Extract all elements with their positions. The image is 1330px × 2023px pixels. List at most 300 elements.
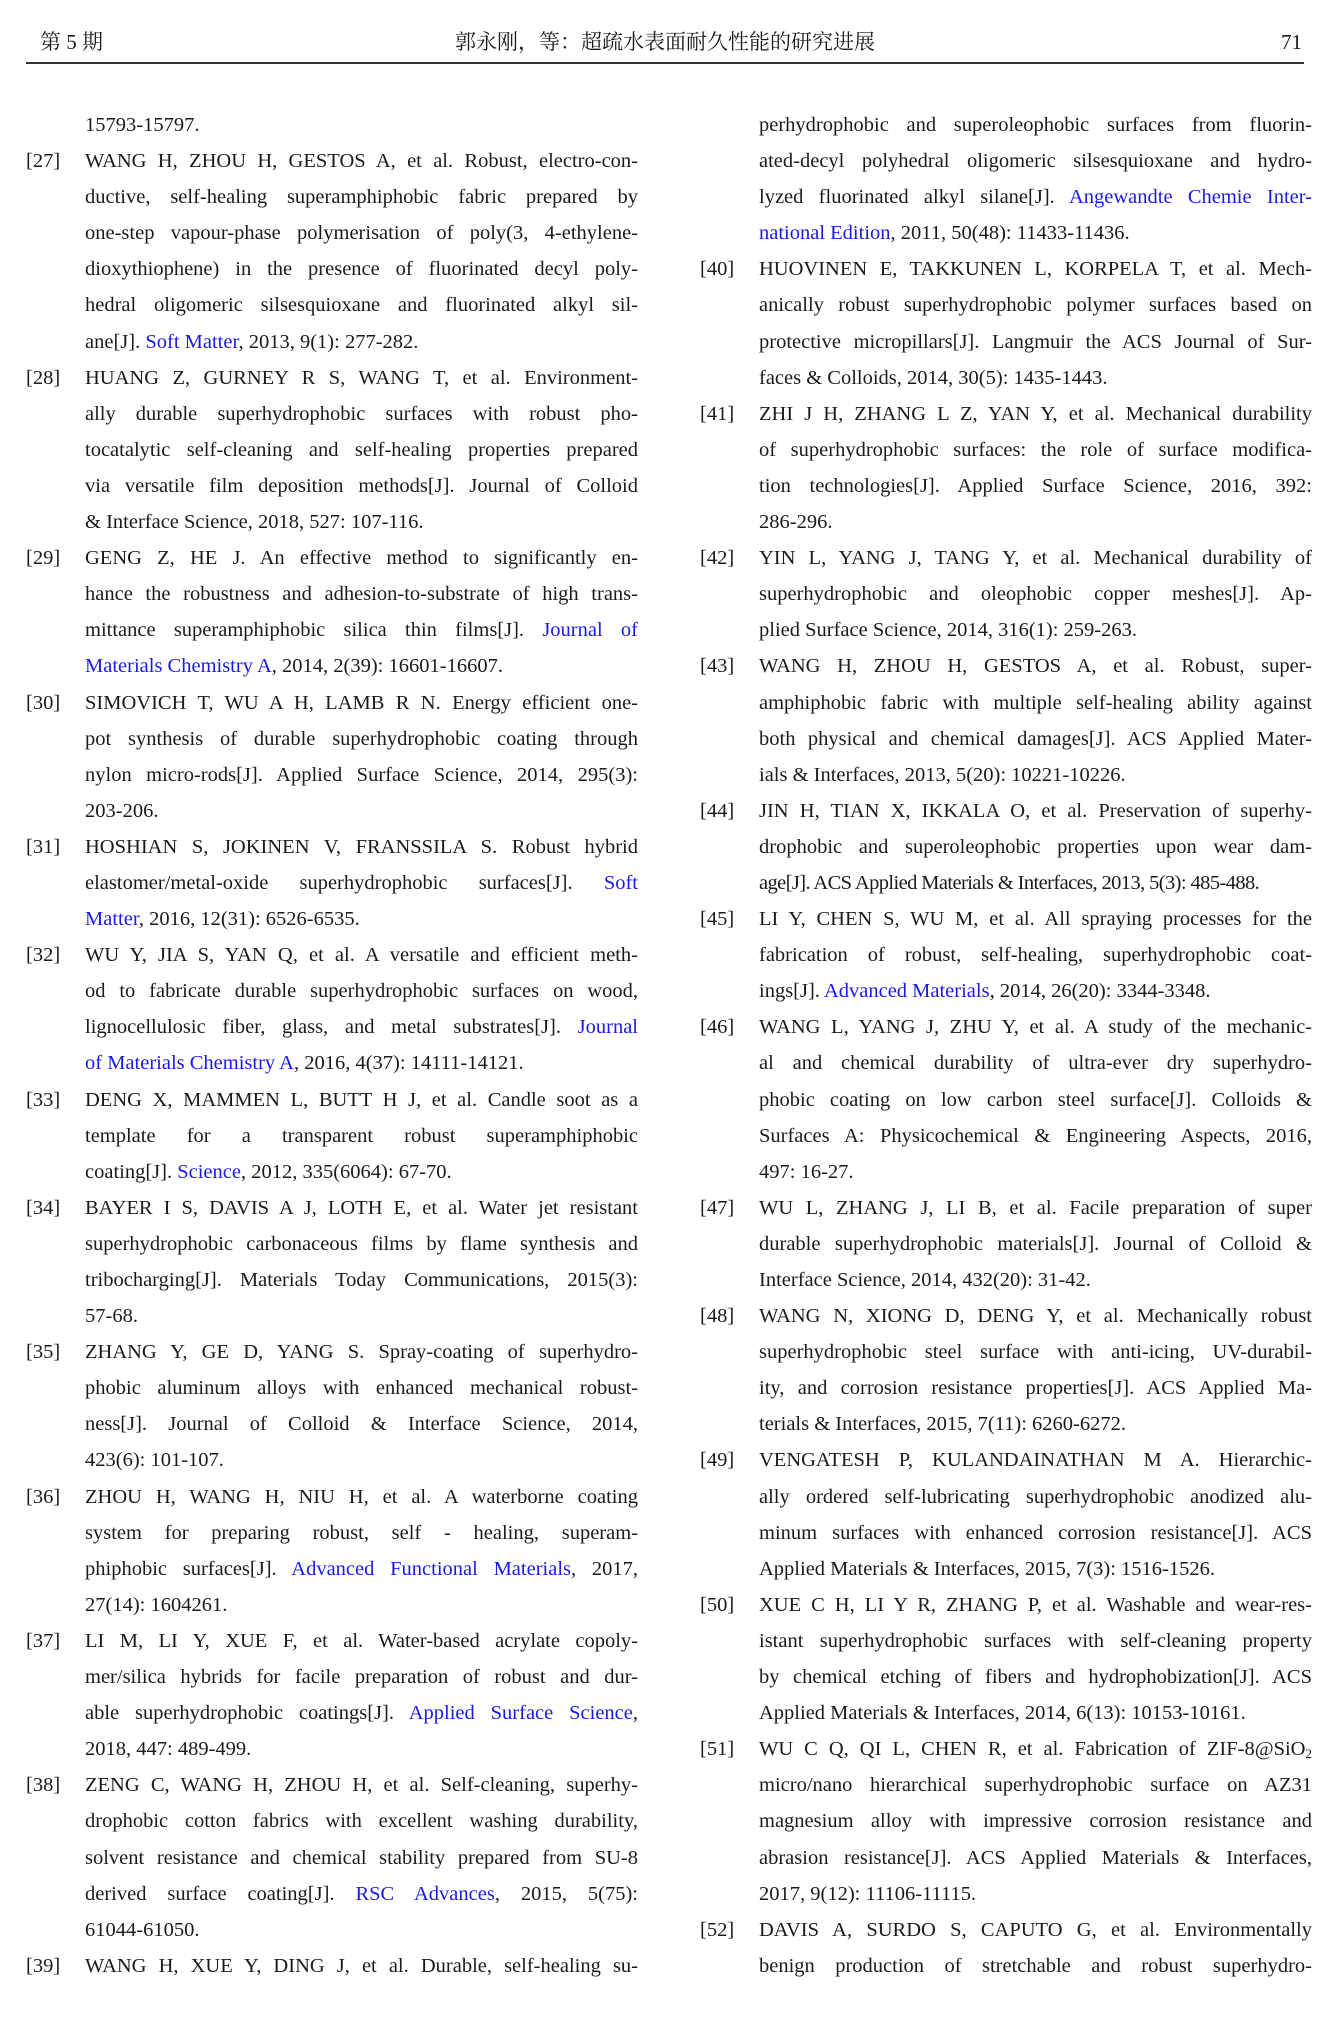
reference-text xyxy=(85,865,638,901)
reference-line xyxy=(26,612,636,648)
reference-line xyxy=(700,612,1310,648)
text-run: ZHOU H, WANG H, NIU H, et al. A waterborne coating xyxy=(85,1485,638,1508)
reference-text xyxy=(759,1190,1312,1226)
reference-text xyxy=(85,1154,638,1190)
subscript: 2 xyxy=(1305,1746,1312,1762)
journal-link[interactable]: RSC Advances xyxy=(355,1882,495,1905)
reference-line xyxy=(700,107,1310,143)
reference-text xyxy=(85,1695,638,1731)
text-run: 61044-61050. xyxy=(85,1918,200,1941)
reference-text xyxy=(85,1767,638,1803)
reference-number: [41] xyxy=(700,402,735,425)
reference-line xyxy=(26,648,636,684)
reference-text xyxy=(759,648,1312,684)
reference-text xyxy=(85,504,638,540)
reference-number: [31] xyxy=(26,835,61,858)
reference-line xyxy=(700,1876,1310,1912)
reference-text xyxy=(85,1587,638,1623)
text-run: , 2016, 12(31): 6526-6535. xyxy=(138,908,360,931)
reference-line xyxy=(700,937,1310,973)
reference-line xyxy=(26,1334,636,1370)
reference-line xyxy=(700,1695,1310,1731)
text-run: plied Surface Science, 2014, 316(1): 259-263. xyxy=(759,619,1138,642)
text-run: ZHANG Y, GE D, YANG S. Spray-coating of superhydro- xyxy=(85,1341,638,1364)
reference-number: [30] xyxy=(26,691,61,714)
reference-line xyxy=(26,1045,636,1081)
reference-text xyxy=(759,1442,1312,1478)
text-run: , xyxy=(632,1702,638,1725)
reference-line xyxy=(26,1623,636,1659)
text-run: durable superhydrophobic materials[J]. Journal of Colloid & xyxy=(759,1232,1312,1255)
reference-text xyxy=(759,468,1312,504)
reference-text xyxy=(759,324,1312,360)
reference-number: [38] xyxy=(26,1774,61,1797)
text-run: WU C Q, QI L, CHEN R, et al. Fabrication of ZIF-8@SiO xyxy=(759,1738,1306,1761)
text-run: magnesium alloy with impressive corrosion resistance and xyxy=(759,1810,1312,1833)
reference-line xyxy=(26,1659,636,1695)
text-run: protective micropillars[J]. Langmuir the ACS Journal of Sur- xyxy=(759,330,1312,353)
text-run: ally ordered self-lubricating superhydrophobic anodized alu- xyxy=(759,1485,1312,1508)
reference-number: [46] xyxy=(700,1016,735,1039)
text-run: , 2016, 4(37): 14111-14121. xyxy=(293,1052,524,1075)
reference-text xyxy=(759,107,1312,143)
reference-line xyxy=(26,1515,636,1551)
text-run: 57-68. xyxy=(85,1305,138,1328)
reference-number: [47] xyxy=(700,1196,735,1219)
reference-line xyxy=(26,1298,636,1334)
text-run: hedral oligomeric silsesquioxane and fluorinated alkyl sil- xyxy=(85,294,638,317)
reference-number: [37] xyxy=(26,1629,61,1652)
text-run: tocatalytic self-cleaning and self-healing properties prepared xyxy=(85,438,638,461)
reference-text xyxy=(759,1479,1312,1515)
reference-line xyxy=(26,973,636,1009)
reference-text xyxy=(759,1767,1312,1803)
text-run: 2018, 447: 489-499. xyxy=(85,1738,252,1761)
text-run: via versatile film deposition methods[J]. Journal of Colloid xyxy=(85,474,638,497)
reference-number: [32] xyxy=(26,944,61,967)
journal-link[interactable]: Journal xyxy=(577,1016,638,1039)
reference-text xyxy=(759,287,1312,323)
reference-line xyxy=(700,540,1310,576)
reference-text xyxy=(85,1406,638,1442)
reference-line xyxy=(700,1009,1310,1045)
text-run: 286-296. xyxy=(759,511,833,534)
text-run: pot synthesis of durable superhydrophobic coating through xyxy=(85,727,638,750)
reference-number: [49] xyxy=(700,1449,735,1472)
reference-line xyxy=(26,1767,636,1803)
reference-text xyxy=(85,1298,638,1334)
reference-text xyxy=(759,396,1312,432)
reference-line xyxy=(700,215,1310,251)
text-run: perhydrophobic and superoleophobic surfaces from fluorin- xyxy=(759,114,1312,136)
reference-number: [42] xyxy=(700,547,735,570)
text-run: both physical and chemical damages[J]. ACS Applied Mater- xyxy=(759,727,1312,750)
reference-line xyxy=(26,1551,639,1587)
reference-line xyxy=(700,648,1310,684)
reference-line xyxy=(700,757,1310,793)
reference-text xyxy=(759,1406,1312,1442)
reference-text xyxy=(85,1659,638,1695)
text-run: WANG N, XIONG D, DENG Y, et al. Mechanically robust xyxy=(759,1305,1312,1328)
reference-line xyxy=(26,1731,636,1767)
reference-text xyxy=(85,1803,638,1839)
reference-line xyxy=(700,468,1310,504)
journal-link[interactable]: Materials Chemistry A xyxy=(85,655,272,678)
reference-text xyxy=(85,1082,638,1118)
reference-line xyxy=(26,1009,636,1045)
reference-text xyxy=(85,1948,638,1984)
reference-text xyxy=(759,1587,1312,1623)
text-run: hance the robustness and adhesion-to-substrate of high trans- xyxy=(85,583,638,606)
text-run: phiphobic surfaces[J]. xyxy=(85,1557,292,1580)
reference-line xyxy=(700,1948,1310,1984)
reference-text xyxy=(759,1045,1312,1081)
text-run: benign production of stretchable and robust superhydro- xyxy=(759,1954,1312,1977)
reference-text xyxy=(85,937,638,973)
reference-line xyxy=(700,721,1310,757)
journal-link[interactable]: Advanced Materials xyxy=(823,980,990,1003)
reference-line xyxy=(26,1406,636,1442)
reference-text xyxy=(759,1948,1312,1984)
reference-text xyxy=(85,1551,638,1587)
text-run: lignocellulosic fiber, glass, and metal substrates[J]. xyxy=(85,1016,578,1039)
reference-text xyxy=(85,107,638,143)
reference-text xyxy=(759,1803,1312,1839)
reference-line xyxy=(26,540,636,576)
reference-line xyxy=(700,793,1310,829)
text-run: ings[J]. xyxy=(759,980,824,1003)
reference-line xyxy=(700,1190,1310,1226)
references-column-right xyxy=(700,107,1310,1984)
text-run: dioxythiophene) in the presence of fluorinated decyl poly- xyxy=(85,258,638,281)
reference-line xyxy=(26,1479,636,1515)
reference-line xyxy=(26,1803,636,1839)
text-run: DAVIS A, SURDO S, CAPUTO G, et al. Environmentally xyxy=(759,1918,1312,1941)
reference-line xyxy=(700,1406,1310,1442)
text-run: WANG H, ZHOU H, GESTOS A, et al. Robust, electro-con- xyxy=(85,150,638,173)
reference-line xyxy=(26,504,636,540)
reference-text xyxy=(85,143,638,179)
reference-line xyxy=(700,901,1310,937)
reference-line xyxy=(700,143,1310,179)
journal-link[interactable]: Angewandte Chemie Inter- xyxy=(1068,186,1312,209)
reference-text xyxy=(759,1876,1312,1912)
reference-line xyxy=(700,1118,1310,1154)
text-run: JIN H, TIAN X, IKKALA O, et al. Preservation of superhy- xyxy=(759,799,1312,822)
text-run: phobic aluminum alloys with enhanced mechanical robust- xyxy=(85,1377,638,1400)
text-run: & Interface Science, 2018, 527: 107-116. xyxy=(85,511,424,534)
reference-text xyxy=(85,1442,638,1478)
text-run: istant superhydrophobic surfaces with self-cleaning property xyxy=(759,1629,1312,1652)
reference-line xyxy=(26,324,636,360)
reference-number: [33] xyxy=(26,1088,61,1111)
reference-line xyxy=(26,143,636,179)
text-run: drophobic cotton fabrics with excellent washing durability, xyxy=(85,1810,638,1833)
reference-text xyxy=(85,973,638,1009)
text-run: superhydrophobic carbonaceous films by flame synthesis and xyxy=(85,1232,638,1255)
text-run: , 2017, xyxy=(571,1557,639,1580)
text-run: 203-206. xyxy=(85,799,159,822)
reference-text xyxy=(85,540,638,576)
reference-text xyxy=(759,1082,1312,1118)
reference-number: [40] xyxy=(700,258,735,281)
reference-line xyxy=(700,251,1310,287)
text-run: Interface Science, 2014, 432(20): 31-42. xyxy=(759,1269,1091,1291)
reference-line xyxy=(26,1912,636,1948)
reference-line xyxy=(700,1551,1310,1587)
reference-text xyxy=(759,1515,1312,1551)
reference-text xyxy=(759,540,1312,576)
reference-number: [28] xyxy=(26,366,61,389)
reference-line xyxy=(26,1948,636,1984)
text-run: 497: 16-27. xyxy=(759,1160,854,1183)
reference-text xyxy=(759,685,1312,721)
text-run: anically robust superhydrophobic polymer surfaces based on xyxy=(759,294,1312,317)
header-rule xyxy=(26,62,1304,64)
reference-line xyxy=(26,793,636,829)
text-run: Surfaces A: Physicochemical & Engineering Aspects, 2016, xyxy=(759,1124,1312,1147)
reference-line xyxy=(700,1226,1310,1262)
reference-text xyxy=(759,1334,1312,1370)
text-run: ness[J]. Journal of Colloid & Interface Science, 2014, xyxy=(85,1413,638,1436)
reference-text xyxy=(85,1731,638,1767)
reference-line xyxy=(700,287,1310,323)
reference-line xyxy=(26,1840,636,1876)
reference-line xyxy=(26,179,636,215)
text-run: , 2013, 9(1): 277-282. xyxy=(238,330,419,353)
text-run: minum surfaces with enhanced corrosion resistance[J]. ACS xyxy=(759,1521,1312,1544)
page-number: 71 xyxy=(1281,30,1302,54)
running-title: 郭永刚，等：超疏水表面耐久性能的研究进展 xyxy=(455,30,875,54)
text-run: DENG X, MAMMEN L, BUTT H J, et al. Candle soot as a xyxy=(85,1088,638,1111)
reference-line xyxy=(700,1623,1310,1659)
reference-number: [45] xyxy=(700,908,735,931)
journal-link[interactable]: Soft xyxy=(603,871,638,894)
text-run: HOSHIAN S, JOKINEN V, FRANSSILA S. Robust hybrid xyxy=(85,835,638,858)
reference-text xyxy=(85,576,638,612)
text-run: YIN L, YANG J, TANG Y, et al. Mechanical durability of xyxy=(759,547,1312,570)
reference-text xyxy=(85,829,638,865)
text-run: age[J]. ACS Applied Materials & Interfaces, 2013, 5(3): 485-488. xyxy=(759,871,1260,894)
text-run: ductive, self-healing superamphiphobic fabric prepared by xyxy=(85,186,638,209)
reference-text xyxy=(759,973,1312,1009)
text-run: nylon micro-rods[J]. Applied Surface Science, 2014, 295(3): xyxy=(85,763,638,786)
reference-text xyxy=(85,1912,638,1948)
reference-text xyxy=(85,360,638,396)
journal-link[interactable]: Soft Matter xyxy=(145,330,239,353)
reference-text xyxy=(85,1262,638,1298)
reference-text xyxy=(759,1840,1312,1876)
text-run: fabrication of robust, self-healing, superhydrophobic coat- xyxy=(759,944,1312,967)
reference-text xyxy=(759,1262,1312,1298)
reference-text xyxy=(759,215,1312,251)
reference-number: [48] xyxy=(700,1305,735,1328)
reference-text xyxy=(759,1912,1312,1948)
text-run: LI Y, CHEN S, WU M, et al. All spraying processes for the xyxy=(759,908,1312,931)
reference-text xyxy=(759,1370,1312,1406)
text-run: VENGATESH P, KULANDAINATHAN M A. Hierarchic- xyxy=(759,1449,1312,1472)
journal-link[interactable]: Journal of xyxy=(542,619,638,642)
text-run: WANG H, ZHOU H, GESTOS A, et al. Robust, super- xyxy=(759,655,1312,678)
text-run: 15793-15797. xyxy=(85,114,200,136)
reference-text xyxy=(85,1045,638,1081)
reference-number: [35] xyxy=(26,1341,61,1364)
text-run: ity, and corrosion resistance properties[J]. ACS Applied Ma- xyxy=(759,1377,1312,1400)
reference-line xyxy=(26,829,636,865)
reference-line xyxy=(700,1515,1310,1551)
text-run: , 2012, 335(6064): 67-70. xyxy=(240,1160,452,1183)
reference-text xyxy=(759,1118,1312,1154)
reference-line xyxy=(26,251,636,287)
text-run: one-step vapour-phase polymerisation of poly(3, 4-ethylene- xyxy=(85,222,638,245)
reference-line xyxy=(700,865,1310,901)
text-run: SIMOVICH T, WU A H, LAMB R N. Energy efficient one- xyxy=(85,691,638,714)
reference-line xyxy=(26,107,636,143)
text-run: Applied Materials & Interfaces, 2015, 7(3): 1516-1526. xyxy=(759,1557,1216,1580)
reference-line xyxy=(26,901,636,937)
reference-line xyxy=(700,179,1310,215)
reference-text xyxy=(759,865,1312,901)
text-run: BAYER I S, DAVIS A J, LOTH E, et al. Water jet resistant xyxy=(85,1196,638,1219)
journal-link[interactable]: Matter xyxy=(85,908,139,931)
reference-line xyxy=(26,1262,636,1298)
reference-number: [29] xyxy=(26,547,61,570)
reference-number: [43] xyxy=(700,655,735,678)
reference-text xyxy=(759,1695,1312,1731)
reference-text xyxy=(759,612,1312,648)
text-run: LI M, LI Y, XUE F, et al. Water-based acrylate copoly- xyxy=(85,1629,638,1652)
text-run: drophobic and superoleophobic properties upon wear dam- xyxy=(759,835,1312,858)
text-run: ZHI J H, ZHANG L Z, YAN Y, et al. Mechanical durability xyxy=(759,402,1312,425)
journal-link[interactable]: Science xyxy=(177,1160,241,1183)
reference-text xyxy=(85,215,638,251)
reference-line xyxy=(700,1731,1310,1767)
reference-line xyxy=(700,1045,1310,1081)
reference-text xyxy=(759,901,1312,937)
reference-text xyxy=(85,685,638,721)
reference-text xyxy=(759,1226,1312,1262)
journal-link[interactable]: of Materials Chemistry A xyxy=(85,1052,294,1075)
journal-link[interactable]: Advanced Functional Materials xyxy=(291,1557,571,1580)
reference-number: [34] xyxy=(26,1196,61,1219)
text-run: , 2015, 5(75): xyxy=(494,1882,638,1905)
reference-number: [27] xyxy=(26,150,61,173)
reference-text xyxy=(85,1118,638,1154)
reference-line xyxy=(700,829,1310,865)
text-run: Applied Materials & Interfaces, 2014, 6(13): 10153-10161. xyxy=(759,1702,1246,1725)
reference-text xyxy=(85,901,638,937)
reference-text xyxy=(759,793,1312,829)
reference-text xyxy=(759,1009,1312,1045)
reference-text xyxy=(759,179,1312,215)
reference-number: [50] xyxy=(700,1593,735,1616)
reference-line xyxy=(26,685,636,721)
reference-text xyxy=(85,179,638,215)
reference-line xyxy=(26,1695,636,1731)
reference-line xyxy=(700,1840,1310,1876)
reference-line xyxy=(700,1479,1310,1515)
reference-line xyxy=(700,1767,1310,1803)
reference-text xyxy=(759,1154,1312,1190)
reference-text xyxy=(85,324,638,360)
reference-line xyxy=(700,324,1310,360)
reference-line xyxy=(700,360,1310,396)
reference-line xyxy=(700,1334,1310,1370)
text-run: superhydrophobic and oleophobic copper meshes[J]. Ap- xyxy=(759,583,1312,606)
reference-line xyxy=(26,865,636,901)
reference-text xyxy=(85,1370,638,1406)
reference-line xyxy=(26,1370,636,1406)
text-run: HUANG Z, GURNEY R S, WANG T, et al. Environment- xyxy=(85,366,638,389)
reference-number: [52] xyxy=(700,1918,735,1941)
reference-text xyxy=(85,1876,638,1912)
text-run: derived surface coating[J]. xyxy=(85,1882,356,1905)
reference-text xyxy=(759,1298,1312,1334)
text-run: amphiphobic fabric with multiple self-healing ability against xyxy=(759,691,1312,714)
text-run: elastomer/metal-oxide superhydrophobic surfaces[J]. xyxy=(85,871,604,894)
reference-text xyxy=(85,1479,638,1515)
journal-link[interactable]: Applied Surface Science xyxy=(408,1702,633,1725)
reference-line xyxy=(26,937,636,973)
reference-text xyxy=(759,829,1312,865)
reference-text xyxy=(759,1551,1312,1587)
text-run: mer/silica hybrids for facile preparation of robust and dur- xyxy=(85,1666,638,1689)
reference-line xyxy=(26,1442,636,1478)
reference-text xyxy=(759,143,1312,179)
journal-link[interactable]: national Edition xyxy=(759,222,891,245)
reference-text xyxy=(85,432,638,468)
text-run: WU Y, JIA S, YAN Q, et al. A versatile and efficient meth- xyxy=(85,944,638,967)
text-run: ated-decyl polyhedral oligomeric silsesquioxane and hydro- xyxy=(759,150,1312,173)
reference-line xyxy=(700,1082,1310,1118)
reference-text xyxy=(759,504,1312,540)
reference-number: [51] xyxy=(700,1738,735,1761)
reference-line xyxy=(700,685,1310,721)
reference-line xyxy=(26,1154,636,1190)
reference-line xyxy=(700,1803,1310,1839)
reference-text xyxy=(85,648,638,684)
reference-line xyxy=(26,396,636,432)
text-run: GENG Z, HE J. An effective method to significantly en- xyxy=(85,547,638,570)
text-run: tribocharging[J]. Materials Today Communications, 2015(3): xyxy=(85,1269,638,1291)
reference-number: [36] xyxy=(26,1485,61,1508)
text-run: 27(14): 1604261. xyxy=(85,1593,228,1616)
text-run: ZENG C, WANG H, ZHOU H, et al. Self-cleaning, superhy- xyxy=(85,1774,638,1797)
reference-line xyxy=(26,757,636,793)
text-run: , 2014, 26(20): 3344-3348. xyxy=(989,980,1211,1003)
text-run: ane[J]. xyxy=(85,330,146,353)
issue-label: 第 5 期 xyxy=(40,30,103,54)
reference-text xyxy=(85,721,638,757)
reference-line xyxy=(700,396,1310,432)
reference-text xyxy=(759,576,1312,612)
reference-line xyxy=(26,215,636,251)
text-run: phobic coating on low carbon steel surface[J]. Colloids & xyxy=(759,1088,1312,1111)
text-run: system for preparing robust, self - healing, superam- xyxy=(85,1521,638,1544)
text-run: terials & Interfaces, 2015, 7(11): 6260-6272. xyxy=(759,1413,1126,1436)
reference-text xyxy=(85,1009,638,1045)
reference-line xyxy=(700,1912,1310,1948)
reference-line xyxy=(700,1442,1310,1478)
reference-line xyxy=(26,360,636,396)
reference-text xyxy=(759,1659,1312,1695)
reference-text xyxy=(85,251,638,287)
text-run: abrasion resistance[J]. ACS Applied Materials & Interfaces, xyxy=(759,1846,1312,1869)
reference-text xyxy=(85,287,638,323)
reference-text xyxy=(85,1515,638,1551)
reference-text xyxy=(85,1623,638,1659)
reference-line xyxy=(700,504,1310,540)
